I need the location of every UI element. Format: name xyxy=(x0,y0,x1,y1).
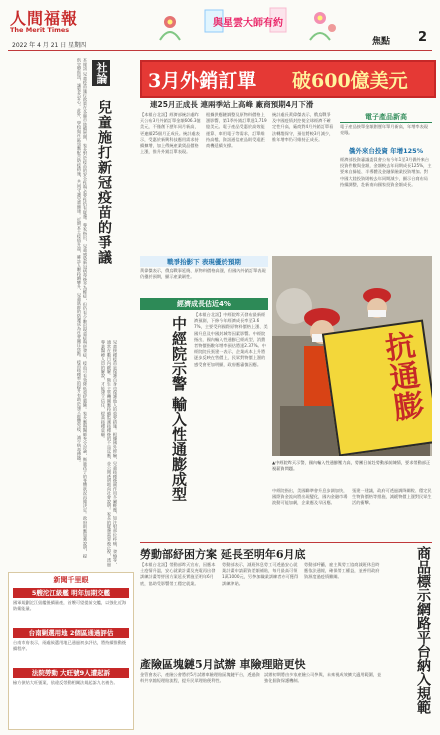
center-story-title: 中經院示警 輸入性通膨成型 xyxy=(170,316,188,502)
banner-text: 與星雲大師有約 xyxy=(213,18,283,29)
page-number: 2 xyxy=(418,30,428,45)
side-section-subtitle: 僑外來台投資 年增125% xyxy=(348,147,424,155)
story-col-6: 張建一建議，政府可透過調降關稅、穩定民生物資價格等措施，減緩物價上漲對民眾生活的衝擊。 xyxy=(352,488,432,506)
quick-news-header: 新聞千里眼 xyxy=(53,576,89,584)
bottom-col-3: 勞動部呼籲，雇主與勞工協商減班休息時應依法通報，確保勞工權益，並善用政府資源度過疫情難關。 xyxy=(304,562,380,580)
protest-photo xyxy=(272,256,432,456)
bottom-col-5: 試辦初期將由多家產險公司參與，未來視成效擴大適用範圍，並強化個資保護機制。 xyxy=(264,672,382,684)
left-column-text-1: 本報訊 兒童疫苗施打政策在各縣市陸續展開，家長對於疫苗的安全性與必要性仍有疑慮。專家指出，兒童感染新冠病毒後多為輕症，但仍有少數出現重症與併發症，疫苗可有效降低重症風險。家長應與醫師充分討論，衡量孩子的身體狀況再做決定。政府則應加強說明，提供完整資訊，讓家長安心。此外，學校與社區也應配合防疫措施，共同守護兒童健康。近期本土疫情升溫，確診人數持續攀升，兒童族群的防護成為社會關注焦點。疫苗接種率的提升有助於建立群體免疫，減少病毒傳播。 xyxy=(77,58,88,558)
bottom-col-4: 金管會表示，產險公會將於5月試辦車險理賠區塊鏈平台，透過資料共享縮短理賠流程，提升民眾理賠便利性。 xyxy=(140,672,260,684)
quick-news-item-2-title[interactable]: 台南剿選用地 2個區通過評估 xyxy=(13,628,129,638)
quick-news-box xyxy=(8,572,134,730)
story-col-2: 根據供應鏈調整及原物料價格上漲影響，第1季外銷訂單達1,719億美元。電子產品受惠於高效能運算、車用電子等需求，訂單維持高檔，資訊通信產品則受遠距商機延續支撐。 xyxy=(206,112,267,149)
side-section-title: 電子產品新高 xyxy=(340,112,432,123)
bottom-col-1: 【本報台北訊】勞動部昨天宣布，因應本土疫情升溫，安心就業計畫及充電再出發訓練計畫等紓困方案延長實施至明年6月底，協助受影響勞工穩定就業。 xyxy=(140,562,216,586)
banner xyxy=(150,2,340,42)
side-section-text-1: 電子產品接單金額創歷年單月新高，年增率表現亮眼。 xyxy=(340,124,428,136)
quick-news-item-2-text: 台南市府表示，兩處候選用地已通過初步評估，將持續推動後續程序。 xyxy=(13,640,127,652)
headline-box xyxy=(140,60,436,98)
section-label: 焦點 xyxy=(372,37,391,47)
story-col-3: 統計處長黃偉傑表示，俄烏戰爭及中國疫情封控使全球經濟不確定性升高，廠商對4月外銷訂單看法轉趨保守，預估將較3月減少，惟年增率仍可維持正成長。 xyxy=(272,112,334,142)
masthead-rule xyxy=(8,50,432,51)
bottom-left-title-1: 勞動部紓困方案 延長至明年6月底 xyxy=(140,548,306,561)
editorial-title: 兒童施打新冠疫苗的爭議 xyxy=(96,100,112,265)
protest-sign xyxy=(322,320,432,456)
issue-date: 2022 年 4 月 21 日 星期四 xyxy=(12,42,87,49)
left-column-text-2: 兒童接種疫苗是保護自身也保護他人的重要措施。根據國外經驗，兒童接種後副作用多屬輕微，如注射部位疼痛、發燒等，通常在數日內緩解。衛生主管機關應持續監測接種後的不良反應，並公開透明地向社會說明。家長的疑慮需要被正視，透過專業醫療人員的解說，才能建立信任，提高接種意願。 xyxy=(101,340,118,567)
quick-news-item-3-text: 檢方偵結大旺號案，依違反勞動相關法規起訴九名被告。 xyxy=(13,680,118,685)
quick-news-item-1-title[interactable]: 5艘沱江級艦 明年加期交艦 xyxy=(13,588,129,598)
headline-subhead: 連25月正成長 連兩季站上高峰 廠商預期4月下滑 xyxy=(150,100,314,109)
bottom-right-title: 商品標示網路平台納入規範 xyxy=(415,546,431,714)
logo: 人間福報 xyxy=(10,9,79,28)
quick-news-item-3-title[interactable]: 法院勞動 大旺號9人遭起訴 xyxy=(13,668,129,678)
center-story-text: 【本報台北訊】中經院昨天發布最新經濟預測，下修今年經濟成長率至3.67%，主要受到國際原物料價格上漲、美國升息及中國封城等因素影響。中經院指出，國內輸入性通膨已經成型，消費者物價指數年增率預估將達2.37%。中經院院長張建一表示，企業成本上升將逐步反映在售價上，民眾對物價上漲的感受會更加明顯，政府應審慎因應。 xyxy=(194,312,268,367)
side-section-text-2: 經濟部投資審議委員會公布今年1至3月僑外來台投資件數與金額，金額較去年同期成長125%，主要來自綠能、半導體及金融保險業投資增加。對中國大陸投資則較去年同期減少，顯示台商布局持續調整，赴新南向國家投資金額成長。 xyxy=(340,157,432,187)
sub-heading: 戰爭抬影下 表現優於預期 xyxy=(140,256,268,267)
center-story-kicker: 經濟成長估近4% xyxy=(140,298,268,310)
editorial-label: 社論 xyxy=(92,60,110,86)
story-col-5: 中經院指出，美國聯準會升息步調加快，國際資金流向將出現變化，國內金融市場波動可能加劇，企業應及早因應。 xyxy=(272,488,348,506)
headline-part-1: 3月外銷訂單 xyxy=(148,70,257,92)
story-col-4: 黃偉傑表示，俄烏戰事延燒、原物料價格高漲，但國內外銷訂單表現仍優於預期，顯示產業韌性。 xyxy=(140,268,266,280)
bottom-col-2: 勞動部表示，減班休息勞工可透過安心就業計畫申請薪資差額補貼，每月最高可領1萬1000元，另參加職業訓練者亦可獲得訓練津貼。 xyxy=(222,562,299,586)
photo-caption: ▲中經院昨天示警，國內輸入性通膨壓力高，勞團日前赴勞動部前陳情，要求勞動部正視薪資問題。 xyxy=(272,460,431,472)
story-col-1: 【本報台北訊】經濟部統計處昨天公布3月外銷訂單金額606.3億美元，不僅創下歷年同月新高，更連續25個月正成長。統計處表示，受惠於新興科技應用需求持續擴增，加上傳統產業貨品價格上漲，推升外銷訂單表現。 xyxy=(140,112,201,155)
protest-sign-text: 抗通膨 xyxy=(377,329,425,424)
logo-english: The Merit Times xyxy=(10,26,70,34)
headline-part-2: 破600億美元 xyxy=(292,70,408,92)
quick-news-item-1-text: 國軍規劃沱江級艦後續量產，首艘可望提前交艦，以強化近海防衛能量。 xyxy=(13,600,127,612)
bottom-left-title-2: 產險區塊鏈5月試辦 車險理賠更快 xyxy=(140,658,306,671)
bottom-rule xyxy=(140,542,432,543)
